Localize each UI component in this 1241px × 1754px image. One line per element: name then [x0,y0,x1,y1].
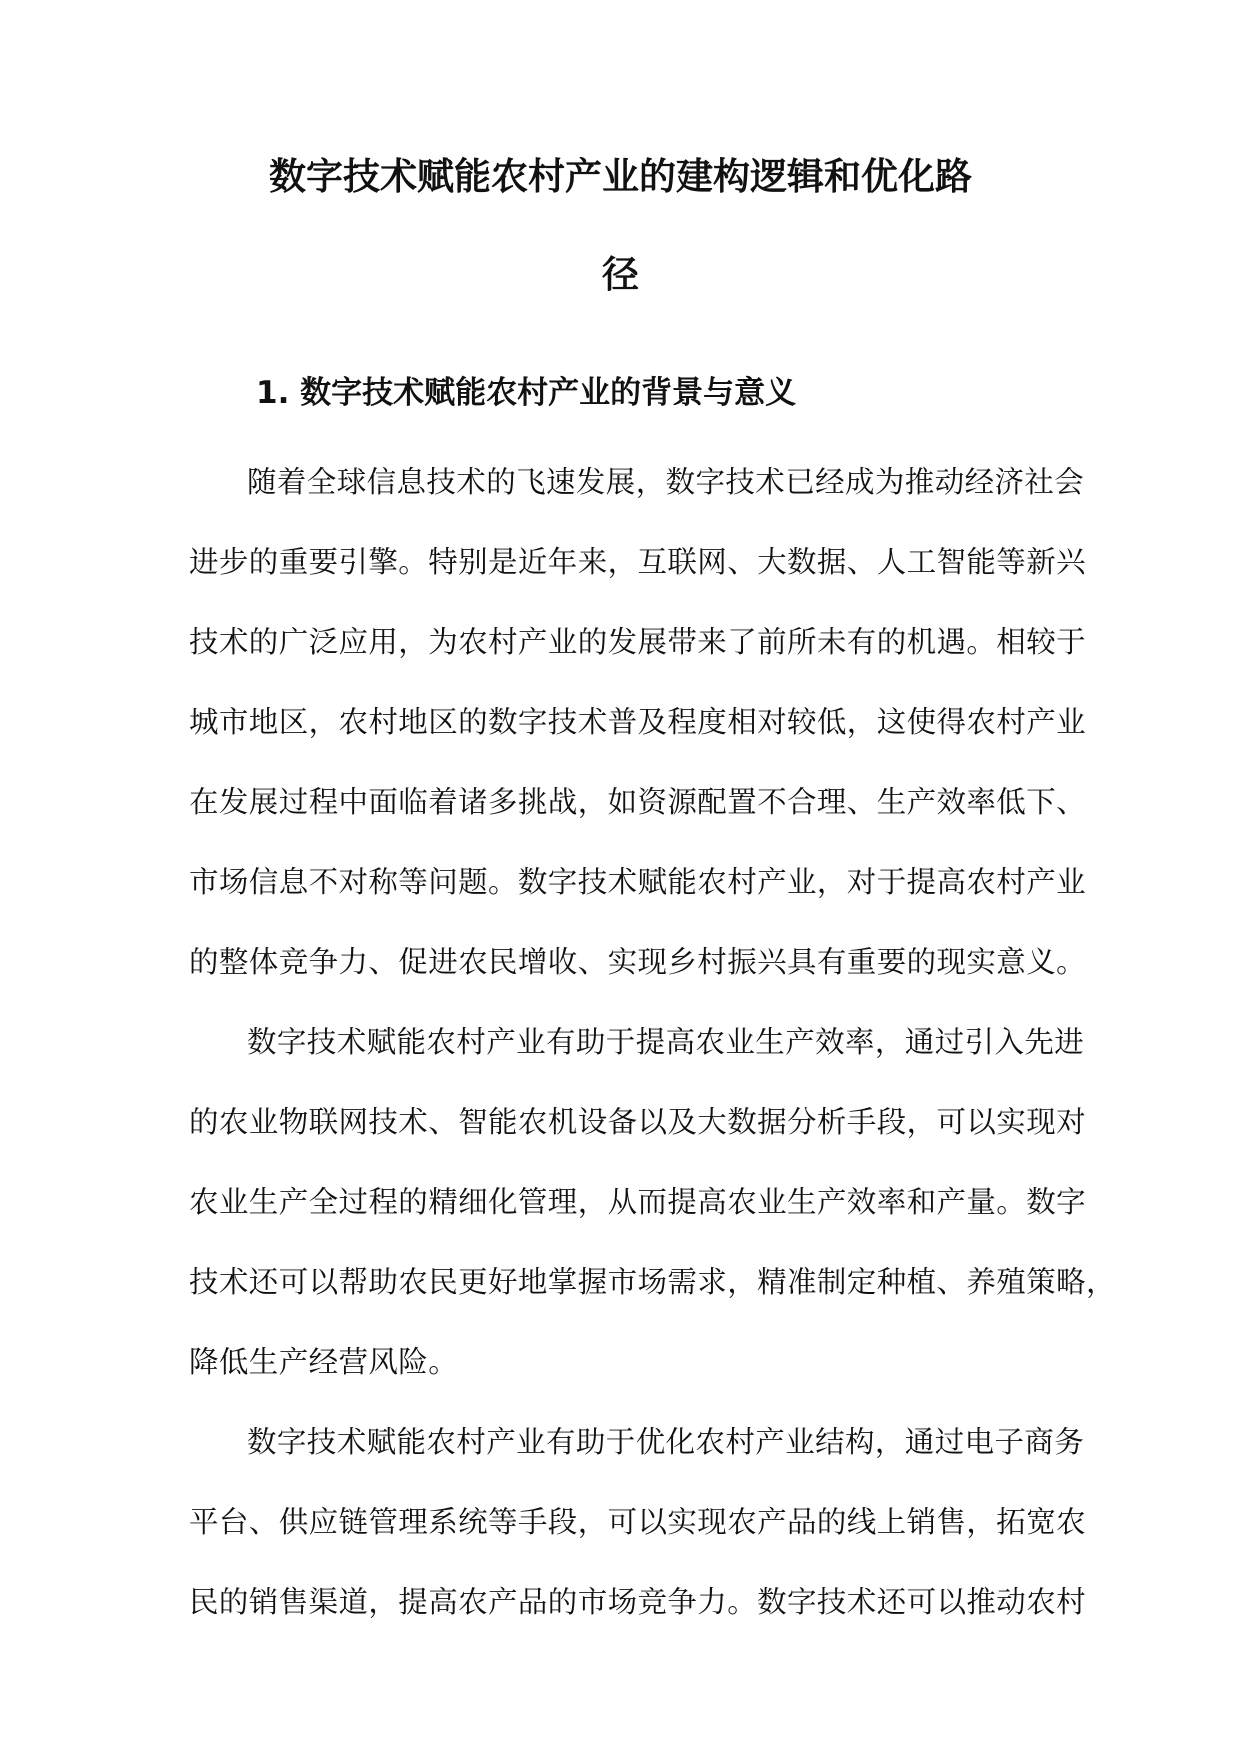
paragraph-line: 降低生产经营风险。 [189,1345,459,1379]
paragraph-line: 随着全球信息技术的飞速发展，数字技术已经成为推动经济社会 [247,465,1085,499]
paragraph-line: 平台、供应链管理系统等手段，可以实现农产品的线上销售，拓宽农 [189,1505,1087,1539]
paragraph-line: 进步的重要引擎。特别是近年来，互联网、大数据、人工智能等新兴 [189,545,1087,579]
section-heading: 1. 数字技术赋能农村产业的背景与意义 [256,375,797,411]
paragraph-line: 技术还可以帮助农民更好地掌握市场需求，精准制定种植、养殖策略， [189,1265,1116,1299]
page-title-line-2: 径 [602,253,639,296]
paragraph-line: 市场信息不对称等问题。数字技术赋能农村产业，对于提高农村产业 [189,865,1087,899]
paragraph-line: 城市地区，农村地区的数字技术普及程度相对较低，这使得农村产业 [189,705,1087,739]
paragraph-line: 数字技术赋能农村产业有助于优化农村产业结构，通过电子商务 [247,1425,1085,1459]
paragraph-line: 技术的广泛应用，为农村产业的发展带来了前所未有的机遇。相较于 [189,625,1087,659]
paragraph-line: 民的销售渠道，提高农产品的市场竞争力。数字技术还可以推动农村 [189,1585,1087,1619]
paragraph-line: 数字技术赋能农村产业有助于提高农业生产效率，通过引入先进 [247,1025,1085,1059]
paragraph-line: 在发展过程中面临着诸多挑战，如资源配置不合理、生产效率低下、 [189,785,1087,819]
paragraph-line: 的整体竞争力、促进农民增收、实现乡村振兴具有重要的现实意义。 [189,945,1087,979]
paragraph-line: 的农业物联网技术、智能农机设备以及大数据分析手段，可以实现对 [189,1105,1087,1139]
page-title-line-1: 数字技术赋能农村产业的建构逻辑和优化路 [269,155,972,198]
paragraph-line: 农业生产全过程的精细化管理，从而提高农业生产效率和产量。数字 [189,1185,1087,1219]
